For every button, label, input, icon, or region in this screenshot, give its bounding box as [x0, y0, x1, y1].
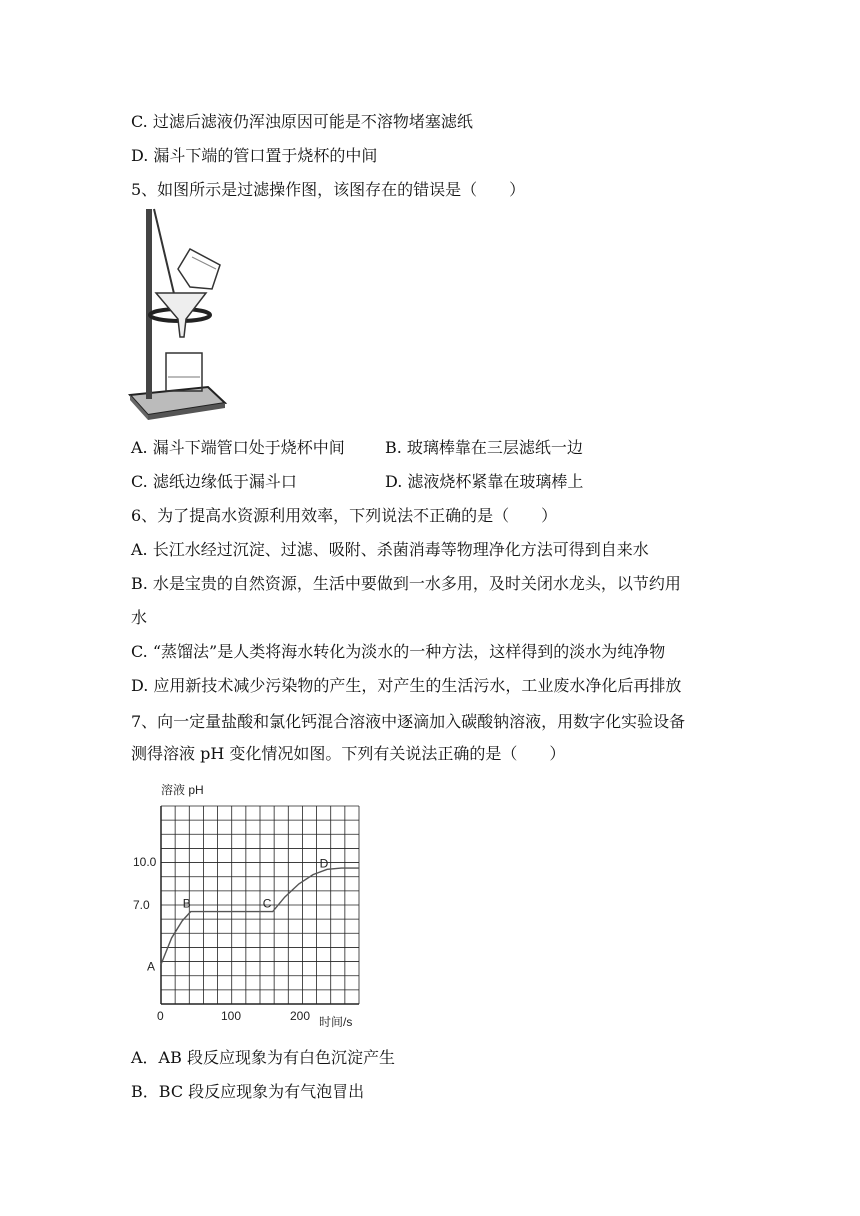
point-label-c: C — [262, 896, 272, 911]
x-tick-200: 200 — [290, 1009, 311, 1023]
question-7-cont: 测得溶液 pH 变化情况如图。下列有关说法正确的是（ ） — [131, 744, 566, 763]
option-d-5: D. 滤液烧杯紧靠在玻璃棒上 — [385, 472, 584, 491]
option-b-6-cont: 水 — [131, 608, 148, 627]
x-tick-0: 0 — [157, 1009, 164, 1023]
point-label-d: D — [319, 856, 329, 871]
option-a-6: A. 长江水经过沉淀、过滤、吸附、杀菌消毒等物理净化方法可得到自来水 — [131, 540, 649, 559]
option-b-7: B．BC 段反应现象为有气泡冒出 — [131, 1082, 365, 1101]
option-b-6: B. 水是宝贵的自然资源，生活中要做到一水多用，及时关闭水龙头，以节约用 — [131, 574, 681, 593]
y-tick-10: 10.0 — [133, 855, 157, 869]
option-b-5: B. 玻璃棒靠在三层滤纸一边 — [385, 438, 583, 457]
option-c-5: C. 滤纸边缘低于漏斗口 — [131, 472, 297, 491]
point-label-b: B — [182, 896, 191, 911]
question-6: 6、为了提高水资源利用效率，下列说法不正确的是（ ） — [131, 506, 558, 525]
x-tick-100: 100 — [221, 1009, 242, 1023]
ph-chart — [125, 776, 375, 1031]
option-d-funnel: D. 漏斗下端的管口置于烧杯的中间 — [131, 146, 378, 165]
x-axis-label: 时间/s — [319, 1015, 353, 1029]
y-axis-label: 溶液 pH — [161, 783, 204, 797]
option-a-5: A. 漏斗下端管口处于烧杯中间 — [131, 438, 345, 457]
question-7: 7、向一定量盐酸和氯化钙混合溶液中逐滴加入碳酸钠溶液，用数字化实验设备 — [131, 712, 686, 731]
option-a-7: A．AB 段反应现象为有白色沉淀产生 — [131, 1048, 395, 1067]
option-d-6: D. 应用新技术减少污染物的产生，对产生的生活污水，工业废水净化后再排放 — [131, 676, 682, 695]
option-c-6: C. “蒸馏法”是人类将海水转化为淡水的一种方法，这样得到的淡水为纯净物 — [131, 642, 666, 661]
filtration-apparatus-figure — [128, 207, 228, 422]
option-c-filtering: C. 过滤后滤液仍浑浊原因可能是不溶物堵塞滤纸 — [131, 112, 473, 131]
point-label-a: A — [147, 959, 156, 974]
y-tick-7: 7.0 — [133, 898, 150, 912]
question-5: 5、如图所示是过滤操作图，该图存在的错误是（ ） — [131, 180, 526, 199]
